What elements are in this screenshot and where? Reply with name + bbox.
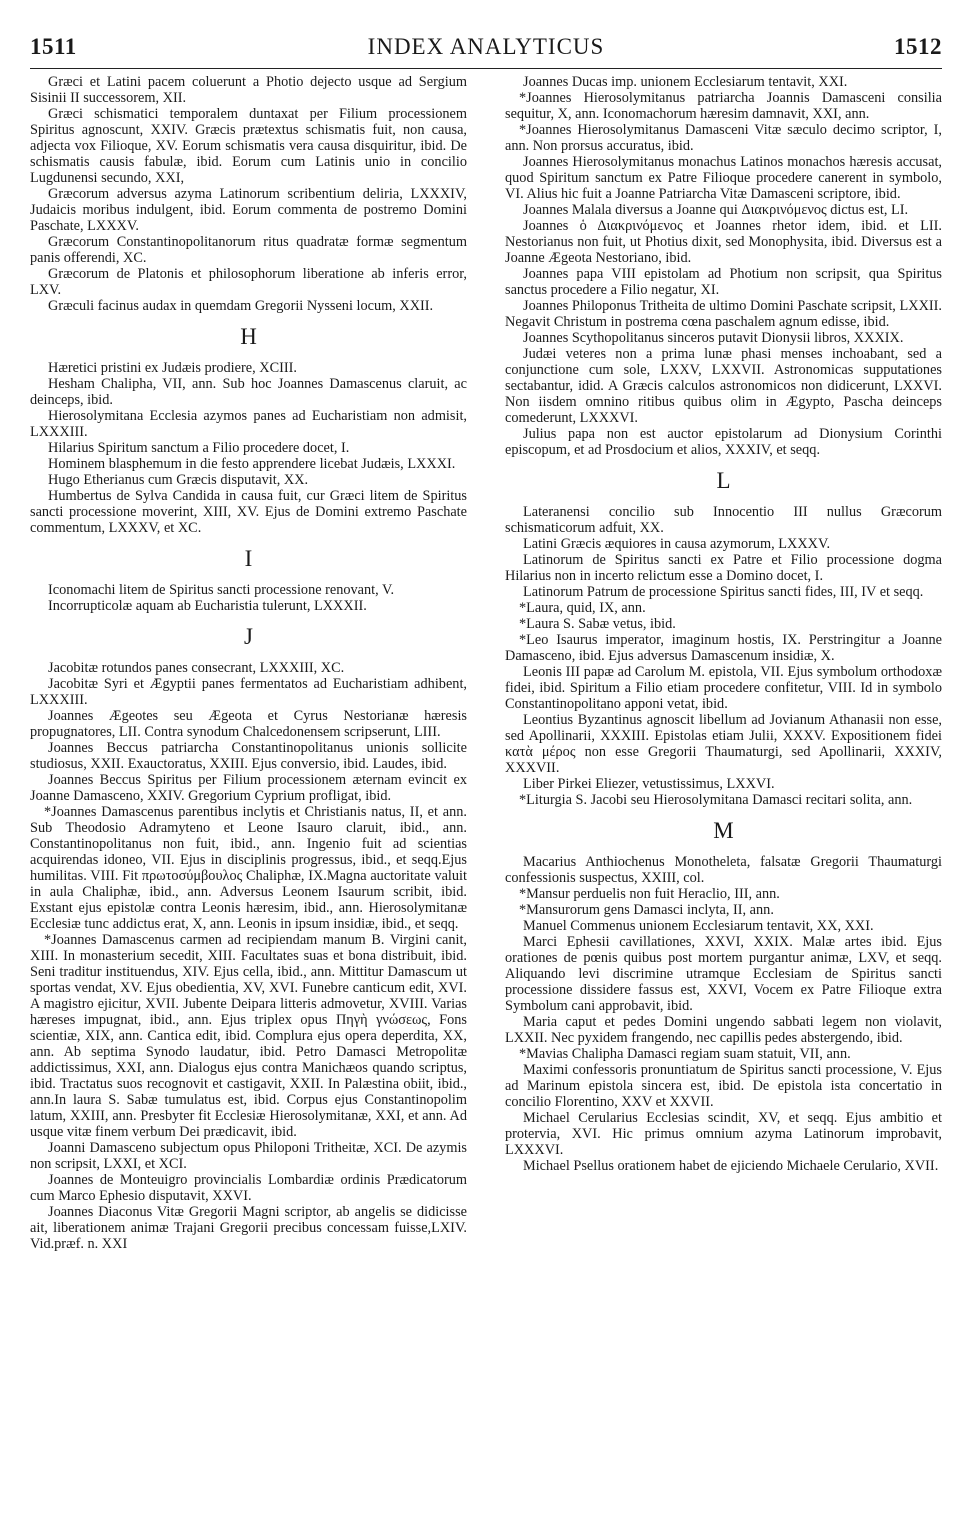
index-entry: Joannes Hierosolymitanus monachus Latinos monachos hæresis accusat, quod Spiritum sanctum ex Patre Filioque procedere canerent in symbolo, VI. Alius hic fuit a Joanne Patriarcha Vitæ Damasceni scriptore, ibid. [505, 154, 942, 202]
index-entry: Græci schismatici temporalem duntaxat per Filium processionem Spiritus agnoscunt, XXIV. Græcis prætextus schismatis fuit, non causa, adjecta vox Filioque, XV. Eorum schismatis vera causa disquiritur, ibid. De schismatis causis fabulæ, ibid. Eorum cum Latinis unio in concilio Lugdunensi secundo, XXI, [30, 106, 467, 186]
index-entry: Marci Ephesii cavillationes, XXVI, XXIX. Malæ artes ibid. Ejus orationes de pœnis quibus post mortem purgantur animæ, LXV, et seqq. Aliquando levi discrimine utramque Ecclesiam de Spiritus sancti processione dissidere fassus est, XXVI, Vocem ex Patre Filioque extra Symbolum cani approbavit, ibid. [505, 934, 942, 1014]
index-entry: *Mansur perduelis non fuit Heraclio, III, ann. [519, 886, 780, 902]
index-entry: Macarius Anthiochenus Monotheleta, falsatæ Gregorii Thaumaturgi confessionis suspectus, XXIII, col. [505, 854, 942, 886]
index-entry: Maria caput et pedes Domini ungendo sabbati legem non violavit, LXXII. Nec pyxidem frangendo, nec capillis pedes abstergendo, ibid. [505, 1014, 942, 1046]
page-number-right: 1512 [894, 34, 942, 59]
index-entry: Liber Pirkei Eliezer, vetustissimus, LXXVI. [523, 776, 775, 792]
index-entry: Græcorum Constantinopolitanorum ritus quadratæ formæ segmentum panis offerendi, XC. [30, 234, 467, 266]
section-letter-i: I [244, 546, 253, 571]
index-entry: Hominem blasphemum in die festo apprendere licebat Judæis, LXXXI. [48, 456, 456, 472]
index-entry: Hilarius Spiritum sanctum a Filio procedere docet, I. [48, 440, 350, 456]
index-entry: Joannes Scythopolitanus sinceros putavit Dionysii libros, XXXIX. [523, 330, 904, 346]
index-entry: Hesham Chalipha, VII, ann. Sub hoc Joannes Damascenus claruit, ac deinceps, ibid. [30, 376, 467, 408]
index-entry: Græci et Latini pacem coluerunt a Photio dejecto usque ad Sergium Sisinii II successorem, XII. [30, 74, 467, 106]
two-column-body [30, 74, 942, 1252]
page-number-left: 1511 [30, 34, 77, 59]
index-entry: Joannes Malala diversus a Joanne qui Διακρινόμενος dictus est, LI. [523, 202, 909, 218]
index-entry: Joannes Diaconus Vitæ Gregorii Magni scriptor, ab angelis se didicisse ait, liberationem animæ Trajani Gregorii precibus concessam fuisse,LXIV. Vid.præf. n. XXI [30, 1204, 467, 1252]
index-entry: Hæretici pristini ex Judæis prodiere, XCIII. [48, 360, 297, 376]
index-entry: Julius papa non est auctor epistolarum ad Dionysium Corinthi episcopum, et ad Prosdocium et alios, XXXIV, et seqq. [505, 426, 942, 458]
index-entry: Leonis III papæ ad Carolum M. epistola, VII. Ejus symbolum orthodoxæ fidei, ibid. Spiritum a Filio etiam procedere confitetur, VIII. Id in symbolo Constantinopolitano apponi vetat, ibid. [505, 664, 942, 712]
index-entry: Michael Cerularius Ecclesias scindit, XV, et seqq. Ejus ambitio et protervia, XVI. Hic primus omnium azyma Latinorum improbavit, LXXXVI. [505, 1110, 942, 1158]
index-entry: Humbertus de Sylva Candida in causa fuit, cur Græci litem de Spiritus sancti processione moverint, XIII, XV. Ejus de Domini extremo Paschate commentum, LXXXV, et XC. [30, 488, 467, 536]
index-entry: Latinorum de Spiritus sancti ex Patre et Filio processione dogma Hilarius non in incerto relictum esse a Domino docet, I. [505, 552, 942, 584]
section-letter-h: H [240, 324, 257, 349]
index-entry: Hierosolymitana Ecclesia azymos panes ad Eucharistiam non admisit, LXXXIII. [30, 408, 467, 440]
left-column [30, 74, 467, 1252]
index-entry: Michael Psellus orationem habet de ejiciendo Michaele Cerulario, XVII. [523, 1158, 939, 1174]
index-entry: *Mansurorum gens Damasci inclyta, II, ann. [519, 902, 774, 918]
index-entry: *Liturgia S. Jacobi seu Hierosolymitana Damasci recitari solita, ann. [519, 792, 913, 808]
right-column [505, 74, 942, 1252]
index-entry: *Mavias Chalipha Damasci regiam suam statuit, VII, ann. [519, 1046, 851, 1062]
index-entry: Joanni Damasceno subjectum opus Philoponi Tritheitæ, XCI. De azymis non scripsit, LXXI, et XCI. [30, 1140, 467, 1172]
index-entry: Jacobitæ rotundos panes consecrant, LXXXIII, XC. [48, 660, 345, 676]
index-entry: Jacobitæ Syri et Ægyptii panes fermentatos ad Eucharistiam adhibent, LXXXIII. [30, 676, 467, 708]
index-entry: Joannes Philoponus Tritheita de ultimo Domini Paschate scripsit, LXXII. Negavit Christum in postrema cœna paschalem agnum edisse, ibid. [505, 298, 942, 330]
index-entry: Judæi veteres non a prima lunæ phasi menses inchoabant, sed a conjunctione cum sole, LXXV, LXXVII. Astronomicas supputationes sectabantur, idid. A Græcis calculos astronomicos non didicerunt, LXXVI. Non iisdem omnino ritibus quibus olim in Ægypto, Pascha deinceps comederunt, LXXXVI. [505, 346, 942, 426]
index-entry: *Laura S. Sabæ vetus, ibid. [519, 616, 676, 632]
index-entry: Latini Græcis æquiores in causa azymorum, LXXXV. [523, 536, 831, 552]
index-entry: Incorrupticolæ aquam ab Eucharistia tulerunt, LXXXII. [48, 598, 367, 614]
index-entry: Joannes Beccus Spiritus per Filium processionem æternam evincit ex Joanne Damasceno, XXIV. Gregorium Cyprium profligat, ibid. [30, 772, 467, 804]
running-title: INDEX ANALYTICUS [367, 34, 605, 59]
index-entry: Latinorum Patrum de processione Spiritus sancti fides, III, IV et seqq. [523, 584, 924, 600]
index-entry: *Joannes Hierosolymitanus patriarcha Joannis Damasceni consilia sequitur, X, ann. Iconomachorum hæresim damnavit, XXI, ann. [505, 90, 942, 122]
index-entry: Joannes Beccus patriarcha Constantinopolitanus unionis sollicite studiosus, XXII. Exauctoratus, XXIII. Ejus conversio, ibid. Laudes, ibid. [30, 740, 467, 772]
index-entry: Lateranensi concilio sub Innocentio III nullus Græcorum schismaticorum adfuit, XX. [505, 504, 942, 536]
index-entry: Joannes Ducas imp. unionem Ecclesiarum tentavit, XXI. [523, 74, 848, 90]
index-entry: Leontius Byzantinus agnoscit libellum ad Jovianum Athanasii non esse, sed Apollinarii, XXXIII. Epistolas etiam Julii, XXXV. Expositionem fidei κατὰ μέρος non esse Gregorii Thaumaturgi, sed Apollinarii, XXXIV, XXXVII. [505, 712, 942, 776]
index-entry: Joannes papa VIII epistolam ad Photium non scripsit, qua Spiritus sanctus procedere a Filio negatur, XI. [505, 266, 942, 298]
section-letter-j: J [244, 624, 253, 649]
index-entry: *Joannes Hierosolymitanus Damasceni Vitæ sæculo decimo scriptor, I, ann. Non prorsus accuratus, ibid. [505, 122, 942, 154]
index-entry: Græcorum de Platonis et philosophorum liberatione ab inferis error, LXV. [30, 266, 467, 298]
index-entry: Maximi confessoris pronuntiatum de Spiritus sancti processione, V. Ejus ad Marinum epistola sincera est, ibid. De epistola ista concertatio in concilio Florentino, XXV et XXVII. [505, 1062, 942, 1110]
index-entry: Manuel Commenus unionem Ecclesiarum tentavit, XX, XXI. [523, 918, 874, 934]
index-entry: Joannes de Monteuigro provincialis Lombardiæ ordinis Prædicatorum cum Marco Ephesio disputavit, XXVI. [30, 1172, 467, 1204]
index-entry: Græculi facinus audax in quemdam Gregorii Nysseni locum, XXII. [48, 298, 434, 314]
index-entry: Hugo Etherianus cum Græcis disputavit, XX. [48, 472, 309, 488]
header-rule [30, 68, 942, 69]
index-entry: *Leo Isaurus imperator, imaginum hostis, IX. Perstringitur a Joanne Damasceno, ibid. Ejus adversus Damascenum insidiæ, X. [505, 632, 942, 664]
index-entry: *Joannes Damascenus parentibus inclytis et Christianis natus, II, et ann. Sub Theodosio Adramyteno et Leone Isauro claruit, ibid., ann. Constantinopolitanus non fuit, ibid., ann. Ingenio fuit ad scientias acquirendas idoneo, VII. Ejus in disciplinis progressus, ibid., et seqq.Ejus humilitas. VIII. Fit πρωτοσύμβουλος Chaliphæ, IX.Magna auctoritate valuit in aula Chaliphæ, ibid., ann. Adversus Leonem Isaurum scribit, ibid. Exstant ejus epistolæ contra Leonis hæresim, ibid., ann. Hierosolymitanæ Ecclesiæ tunc addictus erat, X, ann. Leonis in ipsum insidiæ, ibid., et seqq. [30, 804, 467, 932]
index-entry: *Laura, quid, IX, ann. [519, 600, 646, 616]
section-letter-l: L [716, 468, 731, 493]
index-entry: *Joannes Damascenus carmen ad recipiendam manum B. Virgini canit, XIII. In monasterium secedit, XIII. Facultates suas et bona distribuit, ibid. Seni traditur instituendus, XIV. Ejus cella, ibid., ann. Mittitur Damascum ut sportas vendat, XV. Ejus obedientia, XV, XVI. Funebre canticum edit, XVI. A magistro ejicitur, XVII. Jubente Deipara litteris admovetur, XVIII. Varias hæreses impugnat, ibid., ann. Ejus triplex opus Πηγὴ γνώσεως, Fons scientiæ, XIX, ann. Cantica edit, ibid. Complura ejus opera deperdita, XX, ann. Ab septima Synodo laudatur, ibid. Petro Damasci Metropolitæ addictissimus, XXI, ann. Dialogus ejus contra Manichæos quando scriptus, ibid. Tractatus suos recognovit et castigavit, XXII. In Palæstina obiit, ibid., ann.In laura S. Sabæ tumulatus est, ibid. Corpus ejus Constantinopolim latum, XXIII, ann. Presbyter fit Ecclesiæ Hierosolymitanæ, XXI, et ann. Ad usque vitæ finem verbum Dei prædicavit, ibid. [30, 932, 467, 1140]
index-entry: Iconomachi litem de Spiritus sancti processione renovant, V. [48, 582, 395, 598]
index-entry: Joannes Ægeotes seu Ægeota et Cyrus Nestorianæ hæresis propugnatores, LII. Contra synodum Chalcedonensem scripserunt, LIII. [30, 708, 467, 740]
index-entry: Græcorum adversus azyma Latinorum scribentium deliria, LXXXIV, Judaicis moribus indulgent, ibid. Eorum commenta de postremo Domini Paschate, LXXXV. [30, 186, 467, 234]
section-letter-m: M [713, 818, 734, 843]
page-header [30, 34, 942, 64]
index-entry: Joannes ὁ Διακρινόμενος et Joannes rhetor idem, ibid. et LII. Nestorianus non fuit, ut Photius dixit, sed Monophysita, ibid. Diversus est a Joanne Ægeota Nestoriano, ibid. [505, 218, 942, 266]
